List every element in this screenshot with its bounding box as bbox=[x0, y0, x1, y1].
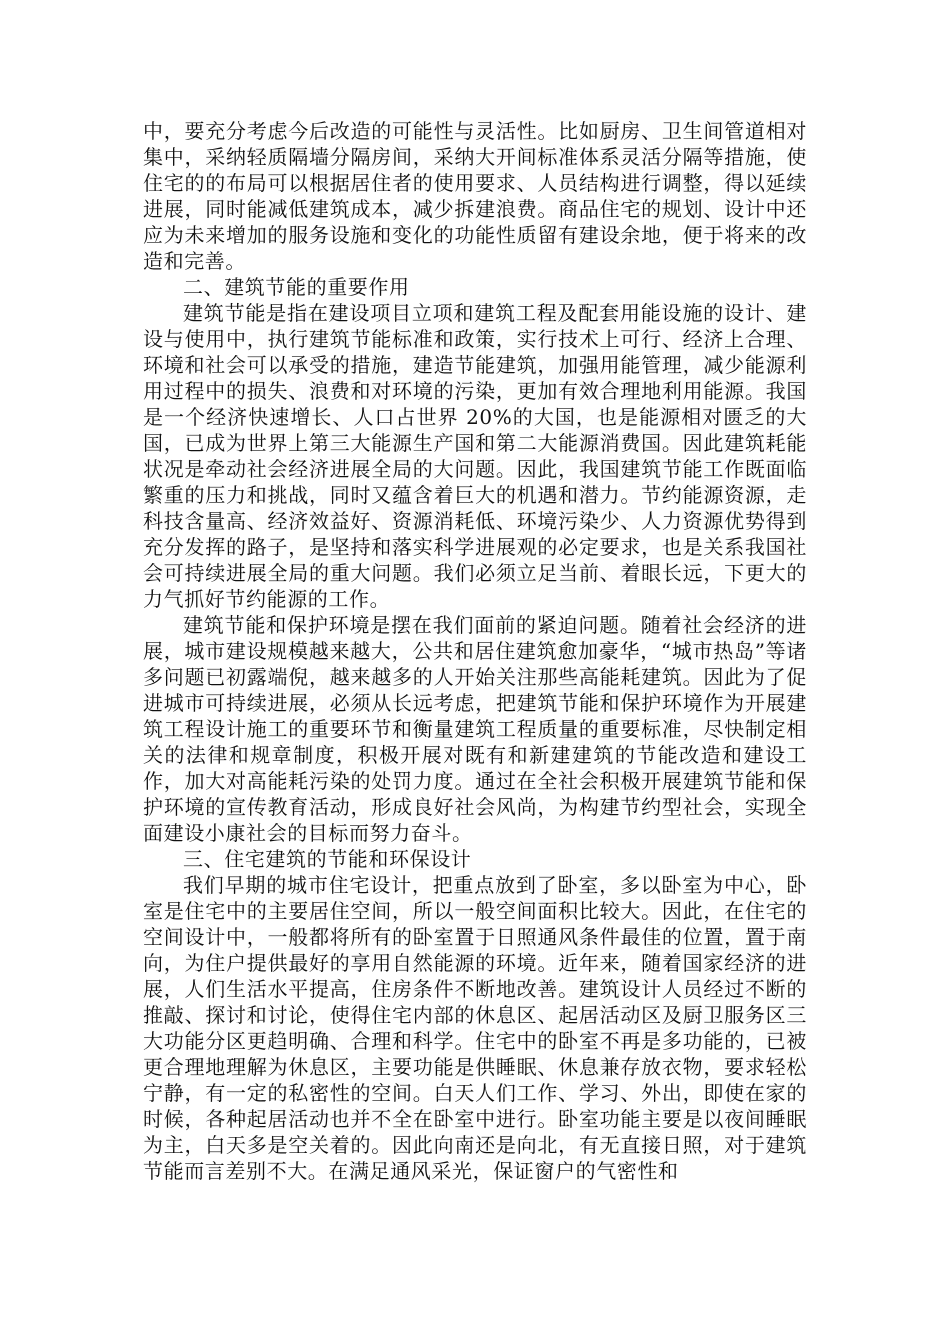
paragraph-energy-environment: 建筑节能和保护环境是摆在我们面前的紧迫问题。随着社会经济的进展，城市建设规模越来越大，公共和居住建筑愈加豪华，“城市热岛”等诸多问题已初露端倪，越来越多的人开始关注那些高能耗建筑。因此为了促进城市可持续进展，必须从长远考虑，把建筑节能和保护环境作为开展建筑工程设计施工的重要环节和衡量建筑工程质量的重要标准，尽快制定相关的法律和规章制度，积极开展对既有和新建建筑的节能改造和建设工作，加大对高能耗污染的处罚力度。通过在全社会积极开展建筑节能和保护环境的宣传教育活动，形成良好社会风尚，为构建节约型社会，实现全面建设小康社会的目标而努力奋斗。 bbox=[143, 613, 807, 845]
document-body bbox=[143, 118, 807, 1184]
section-heading-2: 二、建筑节能的重要作用 bbox=[183, 275, 410, 299]
section-heading-3: 三、住宅建筑的节能和环保设计 bbox=[183, 847, 472, 871]
paragraph-continued: 中，要充分考虑今后改造的可能性与灵活性。比如厨房、卫生间管道相对集中，采纳轻质隔墙分隔房间，采纳大开间标准体系灵活分隔等措施，使住宅的的布局可以根据居住者的使用要求、人员结构进行调整，得以延续进展，同时能减低建筑成本，减少拆建浪费。商品住宅的规划、设计中还应为未来增加的服务设施和变化的功能性质留有建设余地，便于将来的改造和完善。 bbox=[143, 119, 807, 273]
paragraph-energy-saving-definition: 建筑节能是指在建设项目立项和建筑工程及配套用能设施的设计、建设与使用中，执行建筑节能标准和政策，实行技术上可行、经济上合理、环境和社会可以承受的措施，建造节能建筑，加强用能管理，减少能源利用过程中的损失、浪费和对环境的污染，更加有效合理地利用能源。我国是一个经济快速增长、人口占世界 20%的大国，也是能源相对匮乏的大国，已成为世界上第三大能源生产国和第二大能源消费国。因此建筑耗能状况是牵动社会经济进展全局的大问题。因此，我国建筑节能工作既面临繁重的压力和挑战，同时又蕴含着巨大的机遇和潜力。节约能源资源，走科技含量高、经济效益好、资源消耗低、环境污染少、人力资源优势得到充分发挥的路子，是坚持和落实科学进展观的必定要求，也是关系我国社会可持续进展全局的重大问题。我们必须立足当前、着眼长远，下更大的力气抓好节约能源的工作。 bbox=[143, 301, 807, 611]
paragraph-residential-design: 我们早期的城市住宅设计，把重点放到了卧室，多以卧室为中心，卧室是住宅中的主要居住空间，所以一般空间面积比较大。因此，在住宅的空间设计中，一般都将所有的卧室置于日照通风条件最佳的位置，置于南向，为住户提供最好的享用自然能源的环境。近年来，随着国家经济的进展，人们生活水平提高，住房条件不断地改善。建筑设计人员经过不断的推敲、探讨和讨论，使得住宅内部的休息区、起居活动区及厨卫服务区三大功能分区更趋明确、合理和科学。住宅中的卧室不再是多功能的，已被更合理地理解为休息区，主要功能是供睡眠、休息兼存放衣物，要求轻松宁静，有一定的私密性的空间。白天人们工作、学习、外出，即使在家的时候，各种起居活动也并不全在卧室中进行。卧室功能主要是以夜间睡眠为主，白天多是空关着的。因此向南还是向北，有无直接日照，对于建筑节能而言差别不大。在满足通风采光，保证窗户的气密性和 bbox=[143, 873, 807, 1183]
